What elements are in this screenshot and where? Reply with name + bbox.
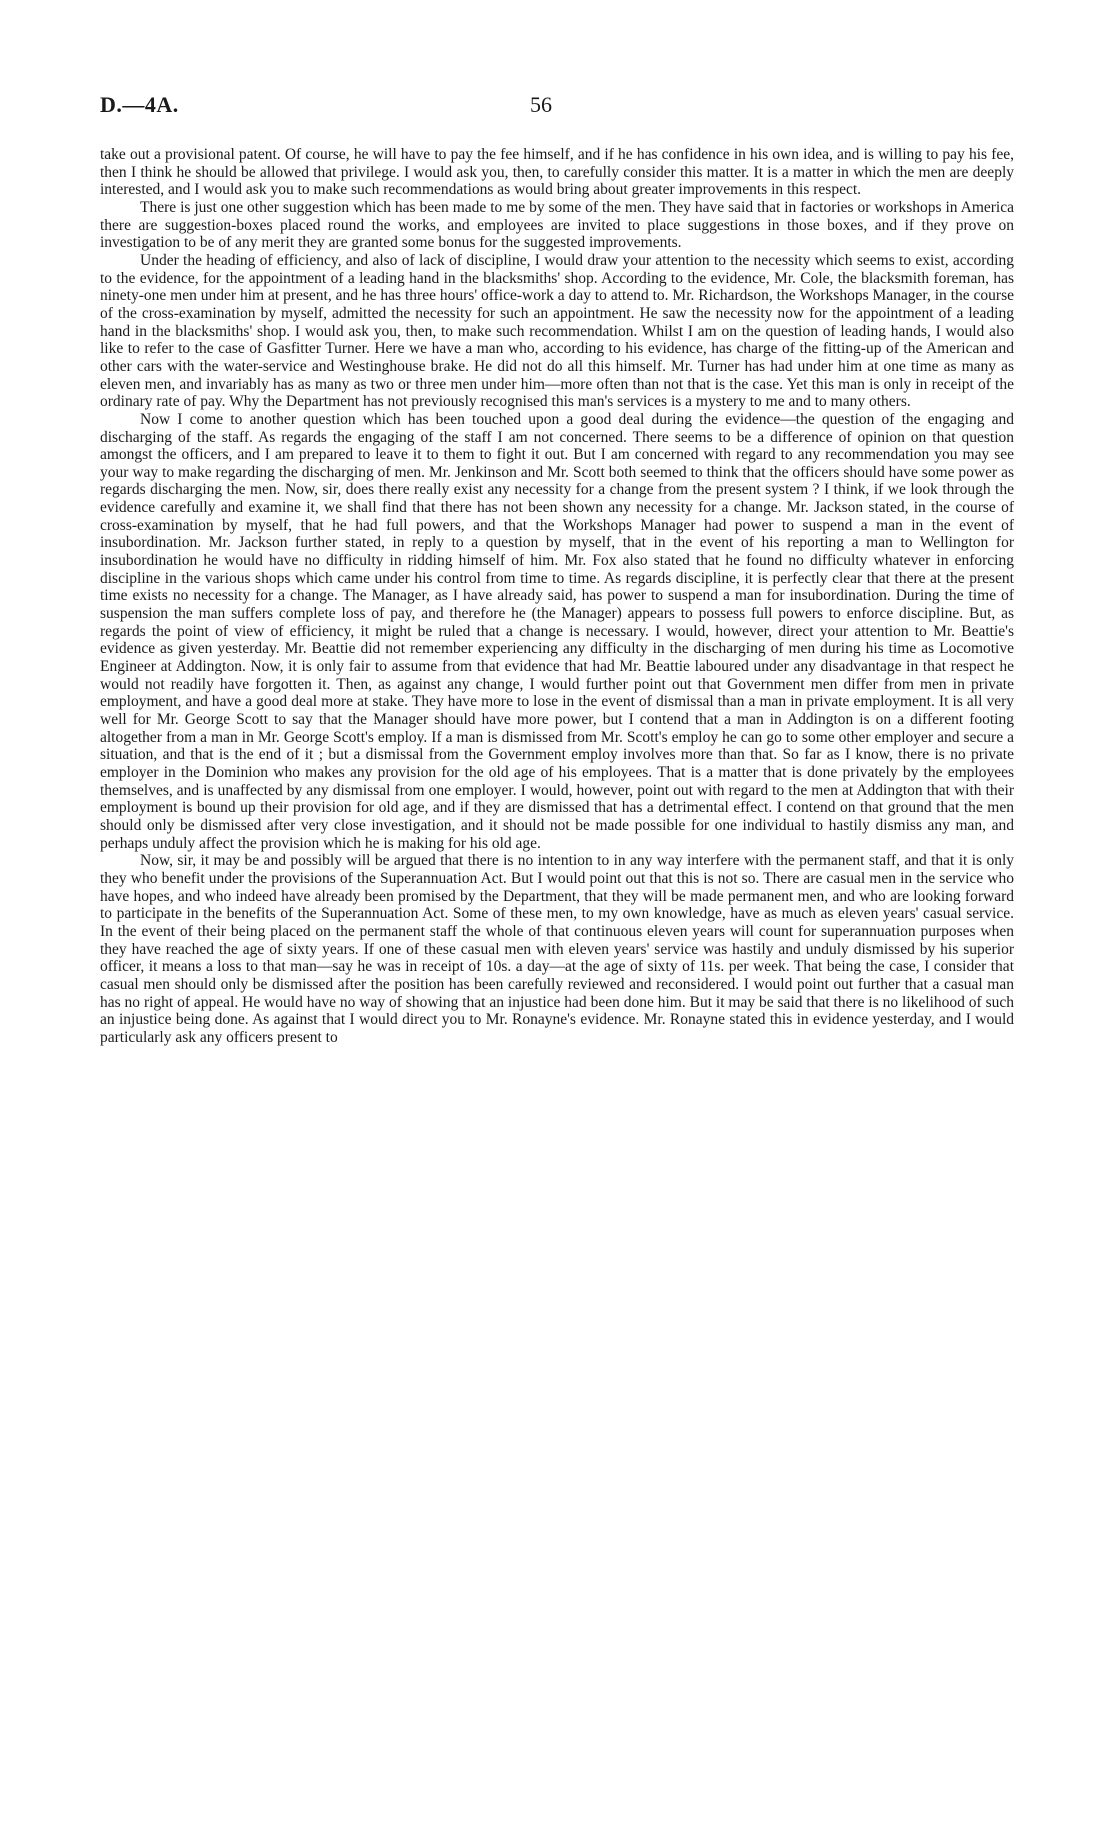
page-number: 56 — [530, 92, 552, 117]
paragraph: There is just one other suggestion which has been made to me by some of the men. They have said that in factories or workshops in America there are suggestion-boxes placed round the works, and employees are invited to place suggestions in those boxes, and if they prove on investigation to be of any merit they are granted some bonus for the suggested improvements. — [100, 198, 1014, 252]
body-text — [100, 146, 1014, 1046]
document-reference: D.—4A. — [100, 92, 179, 117]
paragraph: take out a provisional patent. Of course, he will have to pay the fee himself, and if he has confidence in his own idea, and is willing to pay his fee, then I think he should be allowed that privilege. I would ask you, then, to carefully consider this matter. It is a matter in which the men are deeply interested, and I would ask you to make such recommendations as would bring about greater improvements in this respect. — [100, 146, 1014, 199]
paragraph: Now I come to another question which has been touched upon a good deal during the evidence—the question of the engaging and discharging of the staff. As regards the engaging of the staff I am not concerned. There seems to be a difference of opinion on that question amongst the officers, and I am prepared to leave it to them to fight it out. But I am concerned with regard to any recommendation you may see your way to make regarding the discharging of men. Mr. Jenkinson and Mr. Scott both seemed to think that the officers should have some power as regards discharging the men. Now, sir, does there really exist any necessity for a change from the present system ? I think, if we look through the evidence carefully and examine it, we shall find that there has not been shown any necessity for a change. Mr. Jackson stated, in the course of cross-examination by myself, that he had full powers, and that the Workshops Manager had power to suspend a man in the event of insubordination. Mr. Jackson further stated, in reply to a question by myself, that in the event of his reporting a man to Wellington for insubordination he would have no difficulty in ridding himself of him. Mr. Fox also stated that he found no difficulty whatever in enforcing discipline in the various shops which came under his control from time to time. As regards discipline, it is perfectly clear that there at the present time exists no necessity for a change. The Manager, as I have already said, has power to suspend a man for insubordination. During the time of suspension the man suffers complete loss of pay, and therefore he (the Manager) appears to possess full powers to enforce discipline. But, as regards the point of view of efficiency, it might be ruled that a change is necessary. I would, however, direct your attention to Mr. Beattie's evidence as given yesterday. Mr. Beattie did not remember experiencing any difficulty in the discharging of men during his time as Locomotive Engineer at Addington. Now, it is only fair to assume from that evidence that had Mr. Beattie laboured under any disadvantage in that respect he would not readily have forgotten it. Then, as against any change, I would further point out that Government men differ from men in private employment, and have a good deal more at stake. They have more to lose in the event of dismissal than a man in private employment. It is all very well for Mr. George Scott to say that the Manager should have more power, but I contend that a man in Addington is on a different footing altogether from a man in Mr. George Scott's employ. If a man is dismissed from Mr. Scott's employ he can go to some other employer and secure a situation, and that is the end of it ; but a dismissal from the Government employ involves more than that. So far as I know, there is no private employer in the Dominion who makes any provision for the old age of his employees. That is a matter that is done privately by the employees themselves, and is unaffected by any dismissal from one employer. I would, however, point out with regard to the men at Addington that with their employment is bound up their provision for old age, and if they are dismissed that has a detrimental effect. I contend on that ground that the men should only be dismissed after very close investigation, and it should not be made possible for one individual to hastily dismiss any man, and perhaps unduly affect the provision which he is making for his old age. — [100, 410, 1014, 852]
paragraph: Now, sir, it may be and possibly will be argued that there is no intention to in any way interfere with the permanent staff, and that it is only they who benefit under the provisions of the Superannuation Act. But I would point out that this is not so. There are casual men in the service who have hopes, and who indeed have already been promised by the Department, that they will be made permanent men, and who are looking forward to participate in the benefits of the Superannuation Act. Some of these men, to my own knowledge, have as much as eleven years' casual service. In the event of their being placed on the permanent staff the whole of that continuous eleven years will count for superannuation purposes when they have reached the age of sixty years. If one of these casual men with eleven years' service was hastily and unduly dismissed by his superior officer, it means a loss to that man—say he was in receipt of 10s. a day—at the age of sixty of 11s. per week. That being the case, I consider that casual men should only be dismissed after the position has been carefully reviewed and reconsidered. I would point out further that a casual man has no right of appeal. He would have no way of showing that an injustice had been done him. But it may be said that there is no likelihood of such an injustice being done. As against that I would direct you to Mr. Ronayne's evidence. Mr. Ronayne stated this in evidence yesterday, and I would particularly ask any officers present to — [100, 852, 1014, 1046]
page-header — [100, 92, 1014, 124]
paragraph: Under the heading of efficiency, and also of lack of discipline, I would draw your attention to the necessity which seems to exist, according to the evidence, for the appointment of a leading hand in the blacksmiths' shop. According to the evidence, Mr. Cole, the blacksmith foreman, has ninety-one men under him at present, and he has three hours' office-work a day to attend to. Mr. Richardson, the Workshops Manager, in the course of the cross-examination by myself, admitted the necessity for such an appointment. He saw the necessity now for the appointment of a leading hand in the blacksmiths' shop. I would ask you, then, to make such recommendation. Whilst I am on the question of leading hands, I would also like to refer to the case of Gasfitter Turner. Here we have a man who, according to his evidence, has charge of the fitting-up of the American and other cars with the water-service and Westinghouse brake. He did not do all this himself. Mr. Turner has had under him at one time as many as eleven men, and invariably has as many as two or three men under him—more often than not that is the case. Yet this man is only in receipt of the ordinary rate of pay. Why the Department has not previously recognised this man's services is a mystery to me and to many others. — [100, 251, 1014, 411]
